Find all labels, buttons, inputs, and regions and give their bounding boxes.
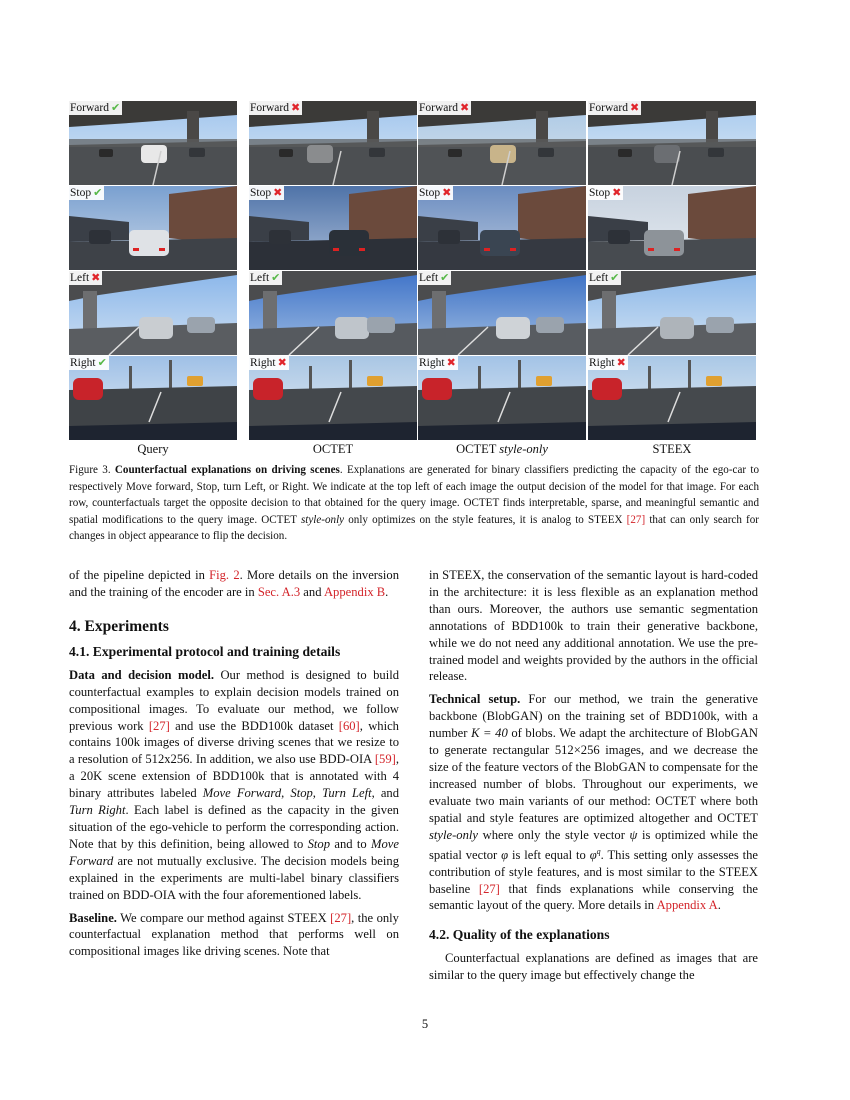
column-label: STEEX [652,442,692,456]
column-label: Query [137,442,169,456]
subsection-heading: 4.2. Quality of the explanations [429,927,610,943]
checkmark-icon: ✔ [610,271,620,284]
image-tile-left-3 [418,271,586,355]
baseline-paragraph: Baseline. We compare our method against STEEX [27], the only counterfactual explanation method that performs well on compositional images like driving scenes. Note that [69,910,399,959]
cross-icon: ✖ [277,356,287,369]
decision-label: Forward ✖ [589,101,640,114]
cross-icon: ✖ [91,271,101,284]
image-tile-left-4 [588,271,756,355]
image-tile-forward-1 [69,101,237,185]
cross-icon: ✖ [446,356,456,369]
data-paragraph: Data and decision model. Our method is designed to build counterfactual examples to explain decision models trained on compositional images. To evaluate our method, we follow previous work [27] and use the BDD100k dataset [60], which contains 100k images of diverse driving scenes that we resize to a resolution of 512x256. In addition, we also use BDD-OIA [59], a 20K scene extension of BDD100k that is annotated with 4 binary attributes labeled Move Forward, Stop, Turn Left, and Turn Right. Each label is defined as the capacity in the given situation of the ego-vehicle to perform the corresponding action. Note that by this definition, being allowed to Stop and to Move Forward are not mutually exclusive. The decision models being explained in the experiments are multi-label binary classifiers trained on BDD-OIA with the four aforementioned labels. [69,667,400,902]
checkmark-icon: ✔ [97,356,107,369]
cross-icon: ✖ [273,186,283,199]
citation-link[interactable]: [27] [626,513,646,526]
image-tile-forward-3 [418,101,586,185]
decision-label: Left ✔ [419,271,450,284]
figure-caption: Figure 3. Counterfactual explanations on driving scenes. Explanations are generated for binary classifiers predicting the capacity of the ego-car to respectively Move forward, Stop, turn Left, or Right. We indicate at the top left of each image the output decision of the model for that image. For each row, counterfactuals target the opposite decision to that obtained for the query image. OCTET finds interpretable, sparse, and meaningful semantic and spatial modifications to the query image. OCTET style-only only optimizes on the style features, it is analog to STEEX [27] that can only search for changes in object appearance to flip the decision. [69,464,759,543]
column-label: OCTET [312,442,354,456]
image-tile-stop-2 [249,186,417,270]
decision-label: Left ✔ [250,271,281,284]
checkmark-icon: ✔ [440,271,450,284]
steex-paragraph: in STEEX, the conservation of the semantic layout is hard-coded in the architecture: it is less flexible as an explanation method than ours. Moreover, the authors use semantic segmentation annotations of BDD100k to train their generative backbone, while we do not need any additional annotation. We use the pre-trained model and weights provided by the authors in the official release. [429,568,758,684]
checkmark-icon: ✔ [271,271,281,284]
checkmark-icon: ✔ [110,101,121,114]
appendix-b-link[interactable]: Appendix B [323,584,386,599]
subsection-heading: 4.1. Experimental protocol and training details [69,643,341,659]
decision-label: Stop ✖ [419,186,452,199]
citation-link[interactable]: [60] [338,718,360,733]
fig-2-link[interactable]: Fig. 2 [209,568,240,582]
figure-3 [69,101,757,458]
sec-a3-link[interactable]: Sec. A.3 [257,584,301,599]
checkmark-icon: ✔ [93,186,103,199]
decision-label: Left ✔ [589,271,620,284]
paragraph: Counterfactual explanations are defined as images that are similar to the query image but effectively change the [429,951,758,983]
cross-icon: ✖ [290,101,301,114]
paragraph-continuation: of the pipeline depicted in Fig. 2. More details on the inversion and the training of the encoder are in Sec. A.3 and Appendix B. [69,568,399,599]
image-tile-stop-4 [588,186,756,270]
image-tile-left-1 [69,271,237,355]
technical-setup-paragraph: Technical setup. For our method, we train the generative backbone (BlobGAN) on the training set of BDD100k, with a number K = 40 of blobs. We adapt the architecture of BlobGAN to generate rectangular 512×256 images, and we decrease the size of the feature vectors of the BlobGAN to compensate for the increased number of blobs. Throughout our experiments, we evaluate two main variants of our method: OCTET where both spatial and style features are optimized altogether and OCTET style-only where only the style vector ψ is optimized while the spatial vector φ is left equal to $\varphi^q$. This setting only assesses the contribution of style features, and is most similar to the STEEX baseline [27] that finds explanations while conserving the semantic layout of the query. More details in Appendix A. [429,692,758,913]
image-tile-right-4 [588,356,756,440]
image-tile-forward-4 [588,101,756,185]
cross-icon: ✖ [629,101,640,114]
decision-label: Stop ✔ [70,186,103,199]
image-tile-right-3 [418,356,586,440]
image-tile-stop-1 [69,186,237,270]
decision-label: Forward ✔ [70,101,121,114]
decision-label: Forward ✖ [250,101,301,114]
decision-label: Right ✔ [70,356,107,369]
cross-icon: ✖ [459,101,470,114]
cross-icon: ✖ [612,186,622,199]
citation-link[interactable]: [27] [478,881,500,896]
decision-label: Stop ✖ [250,186,283,199]
image-tile-right-1 [69,356,237,440]
citation-link[interactable]: [27] [148,718,170,733]
decision-label: Stop ✖ [589,186,622,199]
column-label: OCTET style-only [456,442,548,456]
query-divider [241,101,245,441]
image-tile-right-2 [249,356,417,440]
decision-label: Left ✖ [70,271,101,284]
image-tile-stop-3 [418,186,586,270]
decision-label: Right ✖ [419,356,456,369]
decision-label: Right ✖ [589,356,626,369]
image-tile-left-2 [249,271,417,355]
decision-label: Forward ✖ [419,101,470,114]
decision-label: Right ✖ [250,356,287,369]
appendix-a-link[interactable]: Appendix A [656,898,718,913]
section-heading: 4. Experiments [69,617,169,635]
right-column [429,567,758,984]
cross-icon: ✖ [442,186,452,199]
cross-icon: ✖ [616,356,626,369]
image-tile-forward-2 [249,101,417,185]
left-column [69,567,399,960]
page-number: 5 [421,1017,429,1031]
citation-link[interactable]: [59] [374,752,396,767]
citation-link[interactable]: [27] [330,910,352,925]
